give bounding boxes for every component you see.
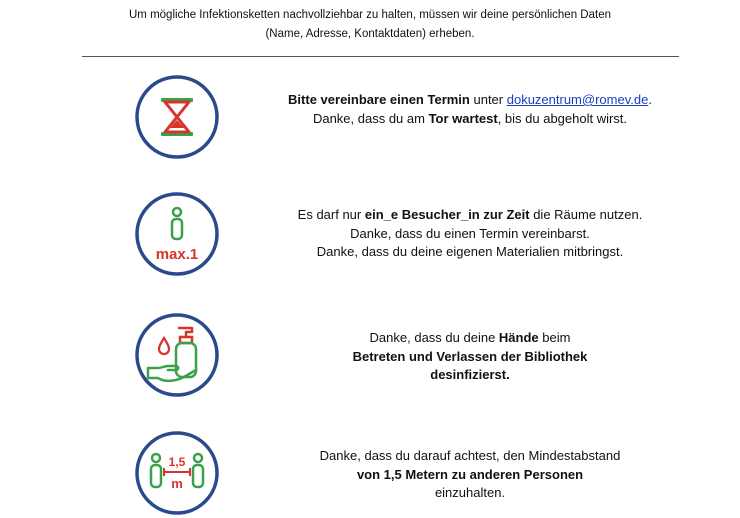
hands-post: beim: [538, 330, 571, 345]
max-one-person-icon: [134, 191, 220, 277]
rule-appointment-line-2: [260, 110, 680, 129]
hand-sanitizer-icon: [134, 312, 220, 398]
visitor-post: die Räume nutzen.: [529, 207, 643, 222]
distance-value-label: 1,5: [168, 455, 186, 469]
rule-hands-line-1: [260, 329, 680, 348]
intro-line-1: Um mögliche Infektionsketten nachvollziehbar zu halten, müssen wir deine persönlichen Daten: [129, 9, 611, 21]
hands-line2-bold: Betreten und Verlassen der Bibliothek: [352, 348, 588, 364]
rule-distance: [260, 447, 680, 503]
max-one-label: max.1: [155, 246, 199, 263]
gate-post: , bis du abgeholt wirst.: [497, 110, 628, 126]
rule-distance-line-3: einzuhalten.: [434, 485, 506, 500]
appointment-bold: Bitte vereinbare einen Termin: [288, 92, 470, 107]
visitor-pre: Es darf nur: [297, 207, 365, 222]
appointment-period: .: [648, 92, 652, 107]
email-link[interactable]: dokuzentrum@romev.de: [506, 92, 649, 107]
hourglass-icon: [134, 74, 220, 160]
intro-line-2: (Name, Adresse, Kontaktdaten) erheben.: [265, 28, 475, 40]
hands-pre: Danke, dass du deine: [369, 330, 499, 345]
rule-appointment: [260, 91, 680, 128]
distance-icon: [134, 430, 220, 516]
rule-distance-line-2: [260, 466, 680, 485]
rule-visitor: [260, 206, 680, 262]
hands-line3-bold: desinfizierst.: [430, 367, 510, 382]
intro-text: [0, 6, 740, 44]
rule-hands-line-3: [260, 366, 680, 385]
rule-visitor-line-1: [260, 206, 680, 225]
distance-unit-label: m: [171, 476, 183, 491]
appointment-under: unter: [469, 92, 507, 107]
rule-hands-line-2: [260, 348, 680, 367]
gate-pre: Danke, dass du am: [312, 110, 429, 126]
gate-bold: Tor wartest: [428, 110, 498, 126]
divider: [82, 56, 679, 57]
rule-appointment-line-1: [260, 91, 680, 110]
distance-bold: von 1,5 Metern zu anderen Personen: [356, 466, 584, 482]
rule-visitor-line-2: Danke, dass du einen Termin vereinbarst.: [350, 225, 590, 241]
visitor-bold: ein_e Besucher_in zur Zeit: [364, 207, 530, 222]
rule-visitor-line-3: Danke, dass du deine eigenen Materialien mitbringst.: [316, 244, 624, 259]
rule-distance-line-1: Danke, dass du darauf achtest, den Mindestabstand: [319, 448, 621, 463]
hands-bold: Hände: [498, 330, 539, 345]
rule-hands: [260, 329, 680, 385]
